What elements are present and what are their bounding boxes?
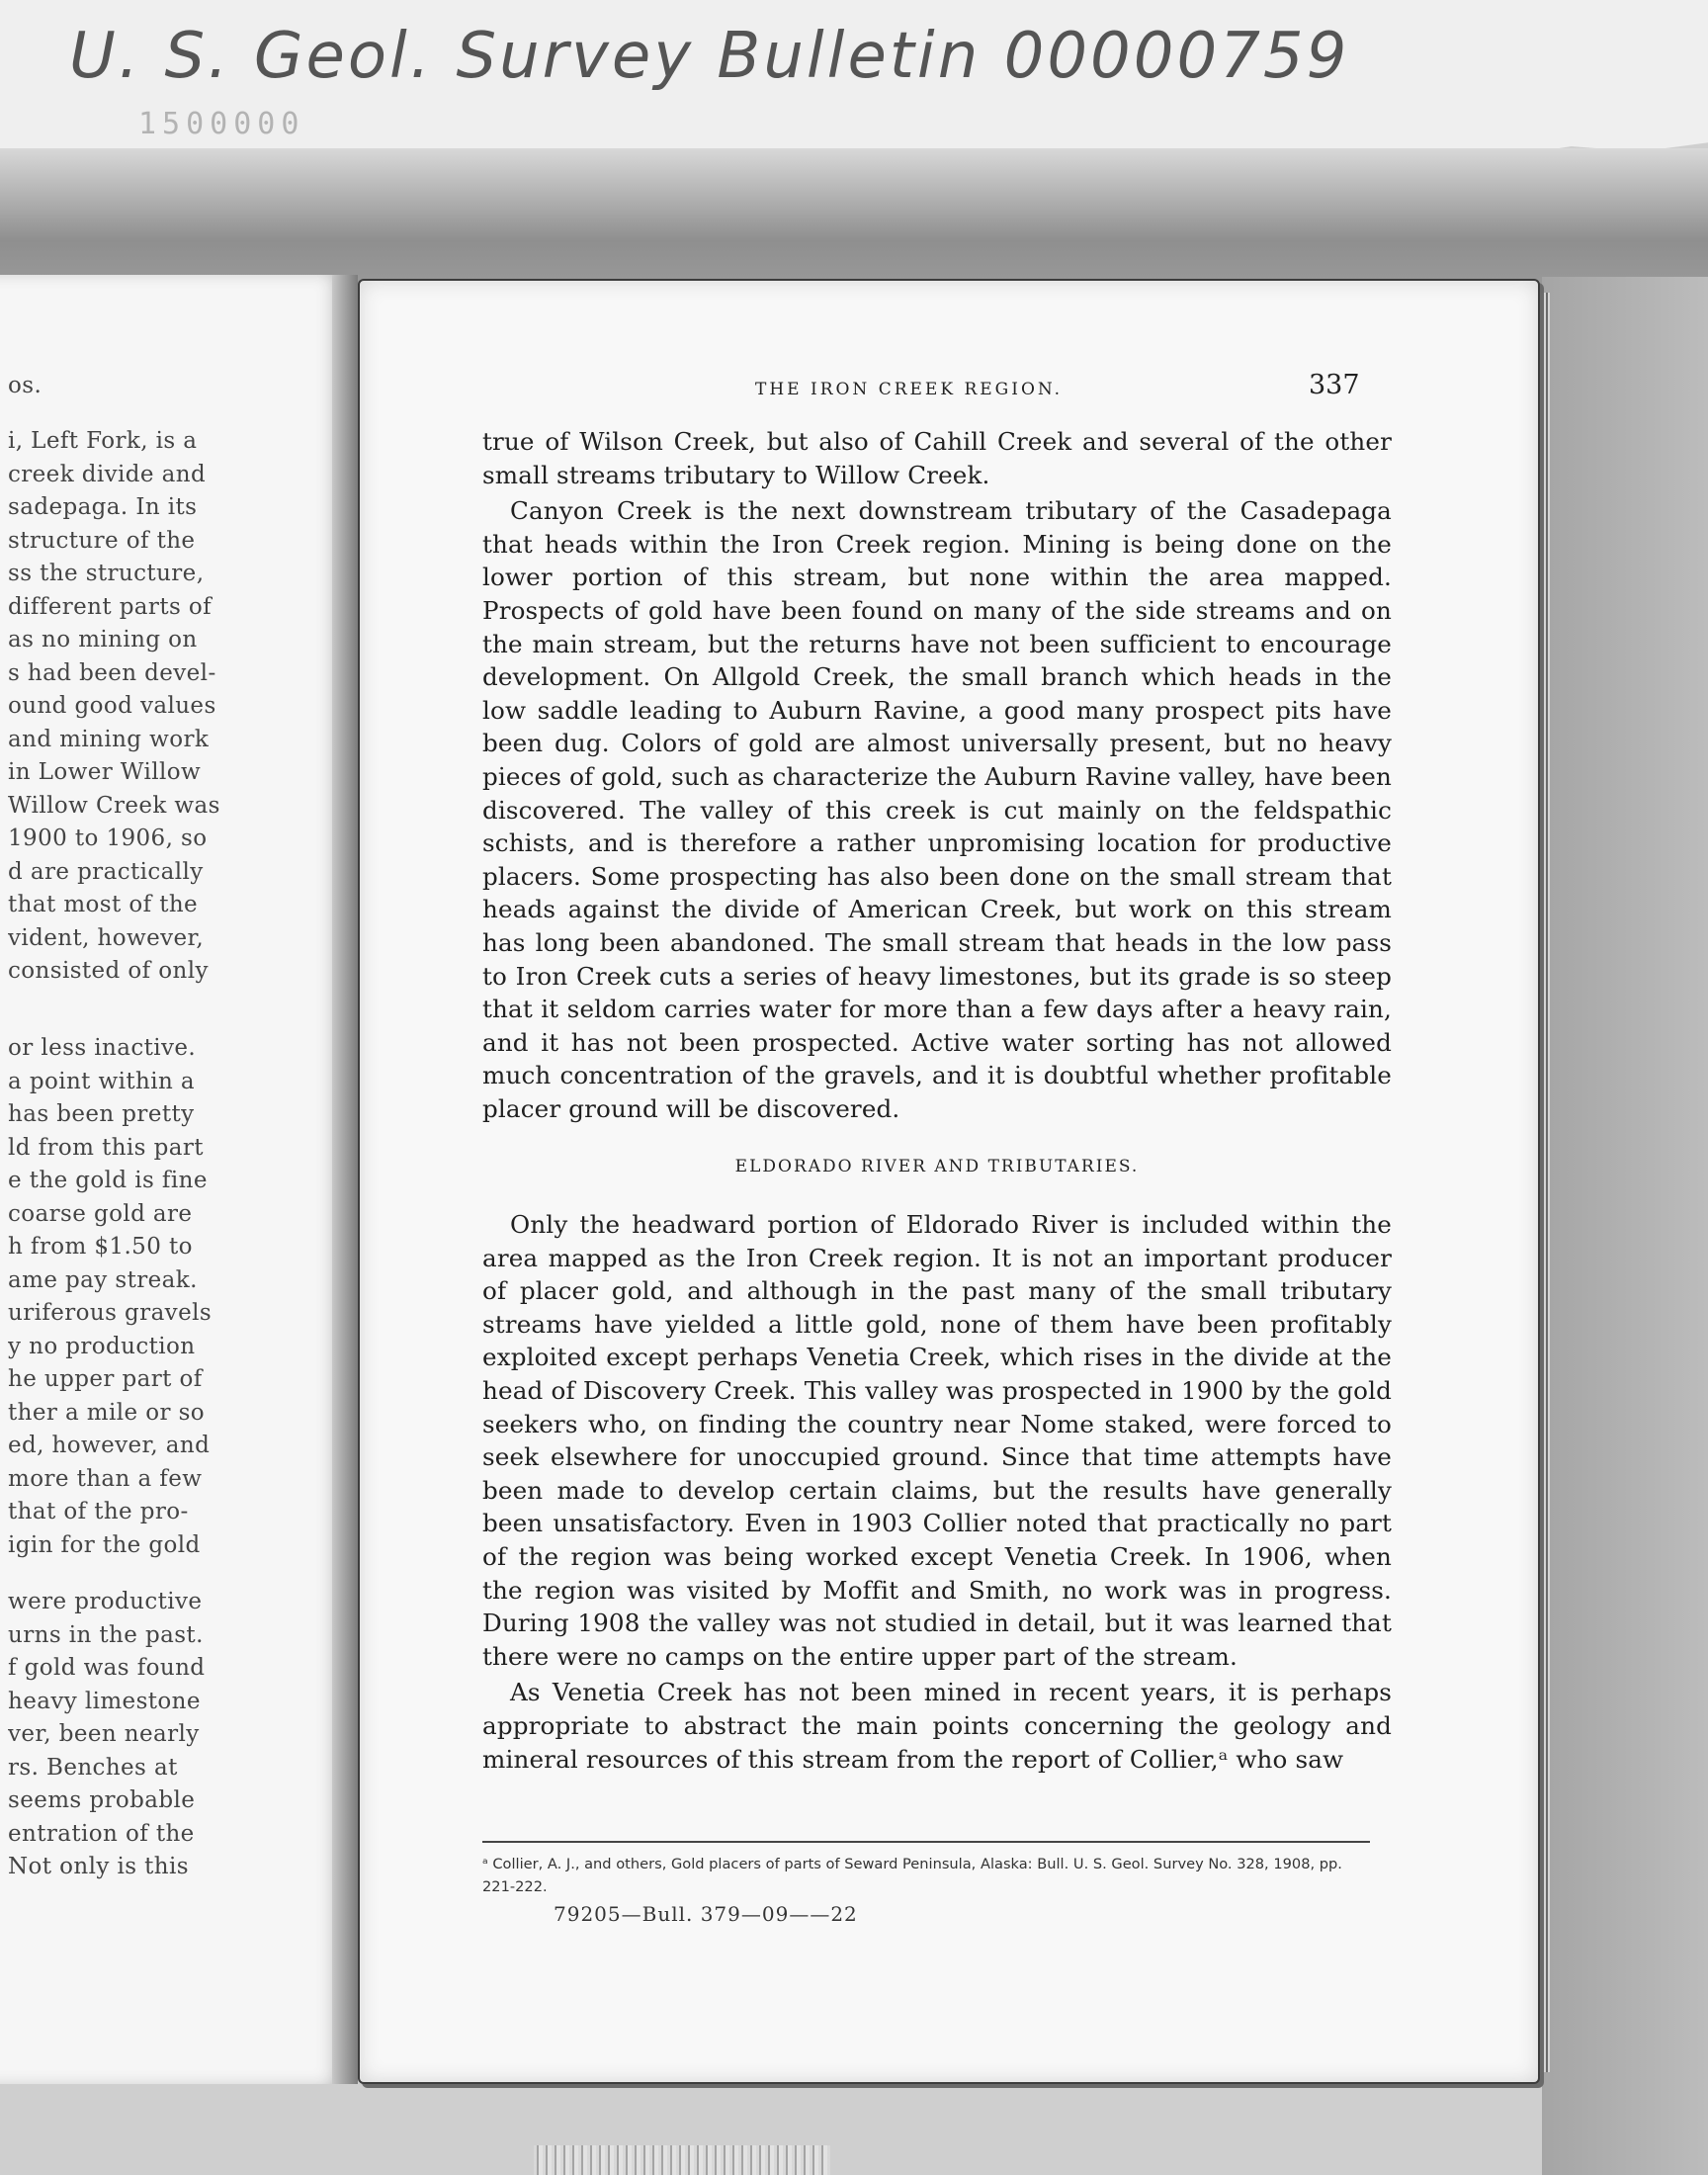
left-page-line: e the gold is fine xyxy=(8,1168,208,1193)
section-heading: ELDORADO RIVER AND TRIBUTARIES. xyxy=(734,1157,1140,1177)
left-page-line: heavy limestone xyxy=(8,1688,201,1714)
book-gutter xyxy=(332,275,358,2084)
paragraph: Only the headward portion of Eldorado River is included within the area mapped as the Iron Creek region. It is not an important producer of placer gold, and although in the past many of the small tributary streams have yielded a little gold, none of them have been profitably exploited except perhaps Venetia Creek, which rises in the divide at the head of Discovery Creek. This valley was prospected in 1900 by the gold seekers who, on finding the country near Nome staked, were forced to seek elsewhere for unoccupied ground. Since that time attempts have been made to develop certain claims, but the results have generally been unsatisfactory. Even in 1903 Collier noted that practically no part of the region was being worked except Venetia Creek. In 1906, when the region was visited by Moffit and Smith, no work was in progress. During 1908 the valley was not studied in detail, but it was learned that there were no camps on the entire upper part of the stream. xyxy=(482,1210,1392,1671)
left-page-line: seems probable xyxy=(8,1787,196,1813)
left-page-line: more than a few xyxy=(8,1465,203,1492)
left-page-line: entration of the xyxy=(8,1820,195,1847)
left-page-line: or less inactive. xyxy=(8,1035,197,1061)
left-page-line: uriferous gravels xyxy=(8,1300,213,1326)
left-page-line: has been pretty xyxy=(8,1101,195,1127)
previous-page-fragment xyxy=(0,275,348,2084)
left-page-line: ame pay streak. xyxy=(8,1266,198,1293)
left-page-line: 1900 to 1906, so xyxy=(8,826,208,851)
page-number: 337 xyxy=(1309,370,1360,400)
left-page-line: s had been devel- xyxy=(8,659,216,686)
left-page-line: urns in the past. xyxy=(8,1621,204,1648)
left-page-line: vident, however, xyxy=(8,924,205,951)
left-page-line: ound good values xyxy=(8,693,216,719)
left-page-line: y no production xyxy=(8,1333,196,1359)
left-page-line: h from $1.50 to xyxy=(8,1234,193,1260)
footnote-divider xyxy=(482,1841,1370,1843)
left-page-line: d are practically xyxy=(8,858,204,885)
running-head: THE IRON CREEK REGION. xyxy=(755,380,1064,399)
left-page-line: ld from this part xyxy=(8,1134,204,1161)
left-page-line: a point within a xyxy=(8,1068,196,1094)
book-page xyxy=(358,279,1540,2084)
left-page-line: i, Left Fork, is a xyxy=(8,428,198,454)
left-page-line: that of the pro- xyxy=(8,1499,189,1524)
left-page-line: ed, however, and xyxy=(8,1433,211,1458)
left-page-line: os. xyxy=(8,373,43,398)
left-page-line: and mining work xyxy=(8,726,210,752)
left-page-line: as no mining on xyxy=(8,627,198,652)
left-page-line: ver, been nearly xyxy=(8,1721,200,1747)
left-page-line: sadepaga. In its xyxy=(8,494,198,520)
left-page-line: were productive xyxy=(8,1589,203,1614)
left-page-line: in Lower Willow xyxy=(8,759,202,785)
left-page-line: Not only is this xyxy=(8,1854,189,1879)
page-body xyxy=(482,425,1392,1779)
paragraph: Canyon Creek is the next downstream tributary of the Casadepaga that heads within the Iron Creek region. Mining is being done on the lower portion of this stream, but none within the area mapped. Prospects of gold have been found on many of the side streams and on the main stream, but the returns have not been sufficient to encourage development. On Allgold Creek, the small branch which heads in the low saddle leading to Auburn Ravine, a good many prospect pits have been dug. Colors of gold are almost universally present, but no heavy pieces of gold, such as characterize the Auburn Ravine valley, have been discovered. The valley of this creek is cut mainly on the feldspathic schists, and is therefore a rather unpromising location for productive placers. Some prospecting has also been done on the small stream that heads against the divide of American Creek, but work on this stream has long been abandoned. The small stream that heads in the low pass to Iron Creek cuts a series of heavy limestones, but its grade is so steep that it seldom carries water for more than a few days after a heavy rain, and it has not been prospected. Active water sorting has not allowed much concentration of the gravels, and it is doubtful whether profitable placer ground will be discovered. xyxy=(482,496,1392,1123)
left-page-line: he upper part of xyxy=(8,1366,203,1392)
handwritten-title: U. S. Geol. Survey Bulletin 00000759 xyxy=(69,20,1350,93)
left-page-line: igin for the gold xyxy=(8,1531,201,1558)
left-page-line: ther a mile or so xyxy=(8,1399,206,1426)
paragraph: As Venetia Creek has not been mined in recent years, it is perhaps appropriate to abstract the main points concerning the geology and mineral resources of this stream from the report of Collier,ᵃ who saw xyxy=(482,1678,1392,1774)
left-page-line: consisted of only xyxy=(8,958,209,984)
left-page-line: coarse gold are xyxy=(8,1200,193,1227)
scan-background-right xyxy=(1542,277,1708,2175)
left-page-line: that most of the xyxy=(8,892,199,917)
scan-artifact xyxy=(534,2145,830,2175)
faint-stamp: 1500000 xyxy=(138,107,305,141)
left-page-line: ss the structure, xyxy=(8,561,205,586)
left-page-line: rs. Benches at xyxy=(8,1754,178,1781)
left-page-line: f gold was found xyxy=(8,1655,206,1681)
left-page-line: creek divide and xyxy=(8,461,207,487)
footnote: ᵃ Collier, A. J., and others, Gold placers of parts of Seward Peninsula, Alaska: Bull. U. S. Geol. Survey No. 328, 1908, pp. 221-222. xyxy=(482,1856,1342,1895)
left-page-line: different parts of xyxy=(8,593,213,620)
paragraph: true of Wilson Creek, but also of Cahill Creek and several of the other small streams tributary to Willow Creek. xyxy=(482,427,1392,489)
print-signature: 79205—Bull. 379—09——22 xyxy=(554,1902,858,1926)
left-page-line: structure of the xyxy=(8,527,196,554)
left-page-line: Willow Creek was xyxy=(8,792,220,819)
